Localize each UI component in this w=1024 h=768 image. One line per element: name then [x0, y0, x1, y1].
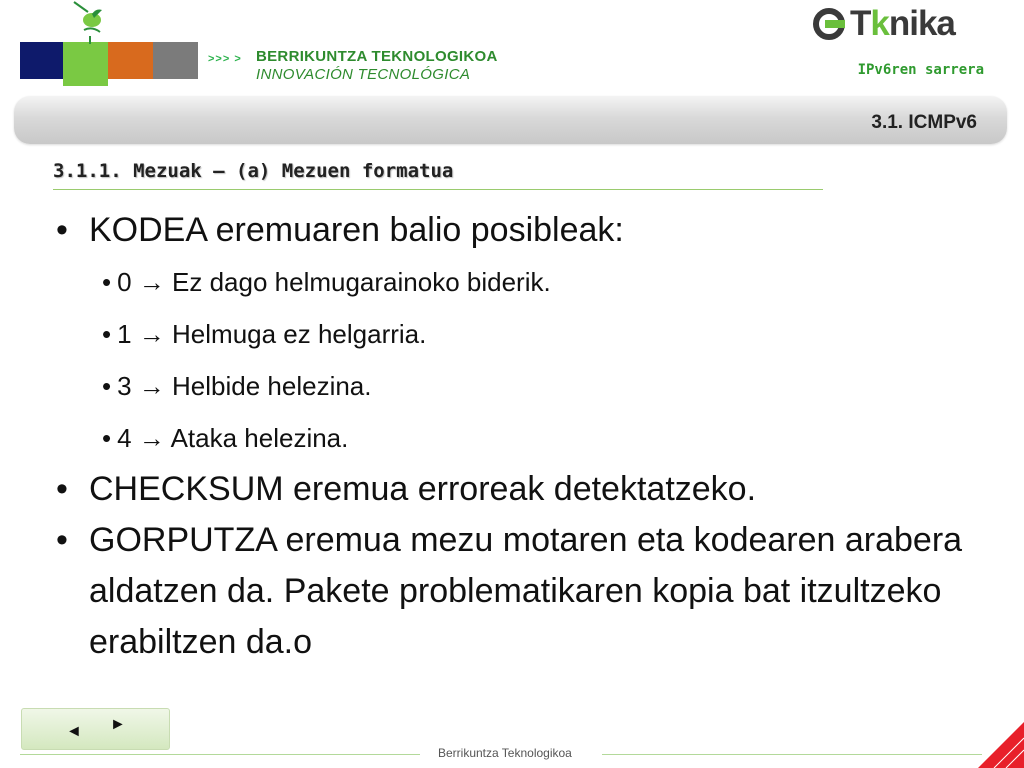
heading-divider [53, 189, 823, 190]
bullet-text: CHECKSUM eremua erroreak detektatzeko. [89, 470, 757, 508]
sub-bullet-text: 0 → Ez dago helmugarainoko biderik. [117, 267, 551, 297]
sub-bullet-item: • 4 → Ataka helezina. [102, 423, 349, 453]
section-band [14, 96, 1007, 144]
course-title: IPv6ren sarrera [857, 62, 984, 78]
bullet-dot: • [56, 521, 68, 559]
sub-bullet-item: • 3 → Helbide helezina. [102, 371, 372, 401]
sub-bullet-text: 4 → Ataka helezina. [117, 423, 349, 453]
next-slide-button[interactable]: ► [110, 716, 126, 733]
sub-bullet-text: 1 → Helmuga ez helgarria. [117, 319, 427, 349]
tknika-logo-text: Tknika [850, 4, 955, 43]
header-square-gray [153, 42, 198, 79]
bullet-text: GORPUTZA eremua mezu motaren eta kodearen arabera aldatzen da. Pakete problematikaren kopia bat itzultzeko erabiltzen da.o [89, 521, 963, 661]
slide-navigation [21, 708, 170, 750]
bullet-text: KODEA eremuaren balio posibleak: [89, 211, 624, 249]
bullet-dot: • [56, 470, 68, 508]
tknika-logo-icon [812, 7, 846, 41]
footer-divider-right [602, 754, 982, 755]
section-label: 3.1. ICMPv6 [871, 112, 977, 133]
plant-logo-icon [66, 0, 114, 44]
sub-bullet-item: • 0 → Ez dago helmugarainoko biderik. [102, 267, 551, 297]
bullet-item [56, 205, 986, 256]
previous-slide-button[interactable]: ◄ [66, 723, 82, 740]
bullet-dot: • [56, 211, 68, 249]
sub-bullet-item: • 1 → Helmuga ez helgarria. [102, 319, 427, 349]
header-square-navy [20, 42, 63, 79]
slide-heading: 3.1.1. Mezuak – (a) Mezuen formatua [53, 160, 454, 182]
brand-arrows: >>> > [208, 53, 242, 65]
header-square-orange [108, 42, 153, 79]
header-square-green [63, 42, 108, 86]
footer-divider-left [20, 754, 420, 755]
page-corner-icon [978, 722, 1024, 768]
sub-bullet-text: 3 → Helbide helezina. [117, 371, 372, 401]
bullet-item [56, 464, 986, 515]
brand-title: BERRIKUNTZA TEKNOLOGIKOA [256, 48, 498, 65]
bullet-item [56, 515, 986, 668]
brand-subtitle: INNOVACIÓN TECNOLÓGICA [256, 66, 471, 83]
slide-content [56, 205, 986, 668]
tknika-logo [812, 4, 955, 44]
footer-text: Berrikuntza Teknologikoa [438, 746, 572, 760]
